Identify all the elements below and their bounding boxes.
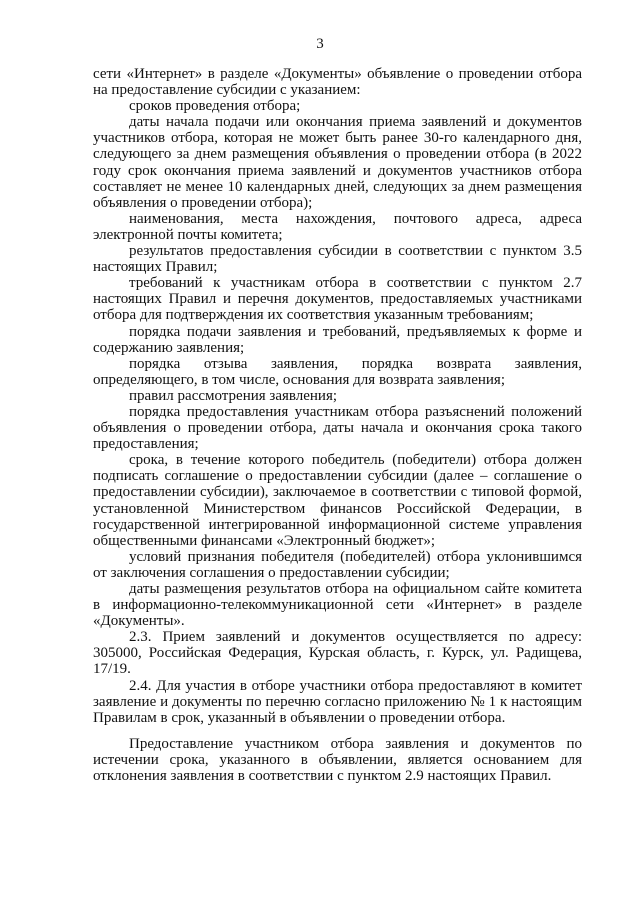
paragraph: результатов предоставления субсидии в соответствии с пунктом 3.5 настоящих Правил; [93,243,582,276]
paragraph: порядка подачи заявления и требований, предъявляемых к форме и содержанию заявления; [93,323,582,356]
paragraph: условий признания победителя (победителей) отбора уклонившимся от заключения соглашения о предоставлении субсидии; [93,548,582,581]
paragraph: сети «Интернет» в разделе «Документы» объявление о проведении отбора на предоставление субсидии с указанием: [93,66,582,99]
paragraph: даты размещения результатов отбора на официальном сайте комитета в информационно-телекоммуникационной сети «Интернет» в разделе «Документы». [93,581,582,630]
section-2-3: 2.3. Прием заявлений и документов осуществляется по адресу: 305000, Российская Федерация, Курская область, г. Курск, ул. Радищева, 17/19. [93,629,582,678]
paragraph: наименования, места нахождения, почтового адреса, адреса электронной почты комитета; [93,210,582,243]
document-body [93,66,582,784]
paragraph: порядка предоставления участникам отбора разъяснений положений объявления о проведении отбора, даты начала и окончания срока такого предоставления; [93,403,582,453]
paragraph: сроков проведения отбора; [129,98,301,115]
section-2-4: 2.4. Для участия в отборе участники отбора предоставляют в комитет заявление и документы по перечню согласно приложению № 1 к настоящим Правилам в срок, указанный в объявлении о проведении отбора. [93,677,582,726]
page-number: 3 [316,36,324,52]
paragraph: срока, в течение которого победитель (победители) отбора должен подписать соглашение о предоставлении субсидии (далее – соглашение о предоставлении субсидии), заключаемое в соответствии с типовой формой, установленной Министерством финансов Российской Федерации, в государственной интегрированной информационной системе управления общественными финансами «Электронный бюджет»; [93,452,582,549]
paragraph: Предоставление участником отбора заявления и документов по истечении срока, указанного в объявлении, является основанием для отклонения заявления в соответствии с пунктом 2.9 настоящих Правил. [93,735,582,785]
paragraph: порядка отзыва заявления, порядка возврата заявления, определяющего, в том числе, основания для возврата заявления; [93,355,582,388]
paragraph: требований к участникам отбора в соответствии с пунктом 2.7 настоящих Правил и перечня документов, предоставляемых участниками отбора для подтверждения их соответствия указанным требованиям; [93,275,582,324]
paragraph: правил рассмотрения заявления; [129,387,338,404]
paragraph: даты начала подачи или окончания приема заявлений и документов участников отбора, которая не может быть ранее 30-го календарного дня, следующего за днем размещения объявления о проведении отбора (в 2022 году срок окончания приема заявлений и документов участников отбора составляет не менее 10 календарных дней, следующих за днем размещения объявления о проведении отбора); [93,114,582,211]
